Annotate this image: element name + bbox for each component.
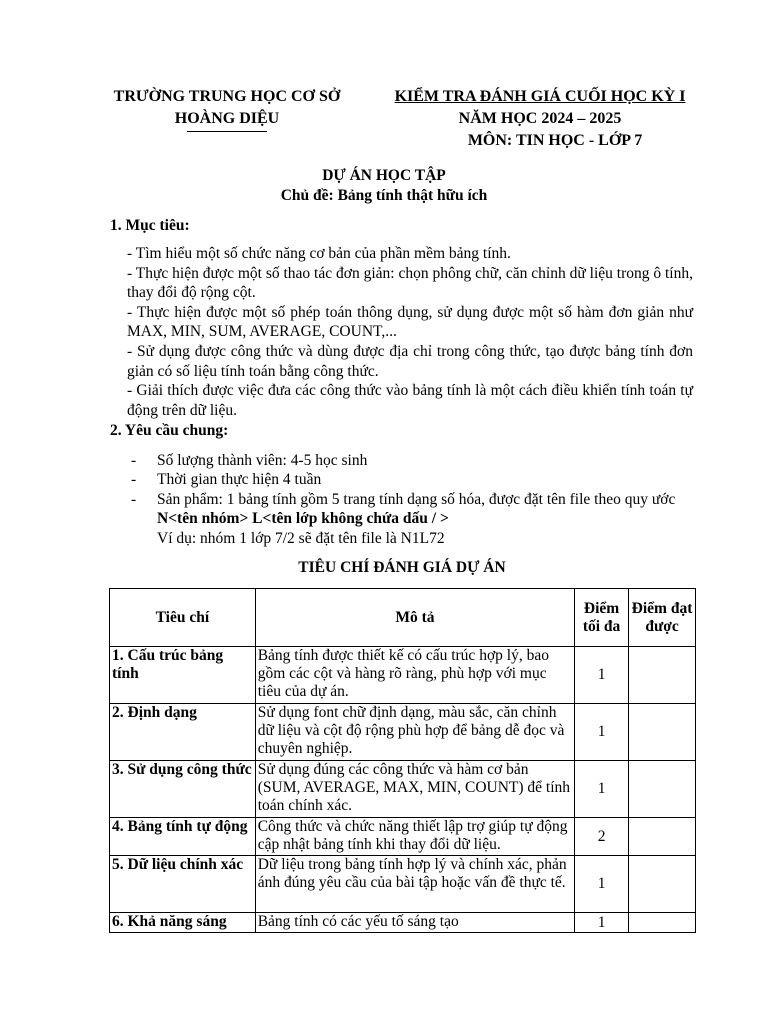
- requirement-example: Ví dụ: nhóm 1 lớp 7/2 sẽ đặt tên file là N1L72: [157, 529, 445, 547]
- description-cell: Công thức và chức năng thiết lập trợ giúp tự động cập nhật bảng tính khi thay đổi dữ liệu.: [255, 818, 574, 856]
- school-name-line2: HOÀNG DIỆU: [174, 110, 280, 127]
- criterion-cell: 1. Cấu trúc bảng tính: [110, 647, 256, 704]
- objective-item: - Thực hiện được một số thao tác đơn giản: chọn phông chữ, căn chỉnh dữ liệu trong ô tính, thay đổi độ rộng cột.: [127, 264, 693, 302]
- criteria-table: [109, 588, 696, 933]
- subject-line: MÔN: TIN HỌC - LỚP 7: [467, 132, 643, 149]
- description-cell: Bảng tính được thiết kế có cấu trúc hợp lý, bao gồm các cột và hàng rõ ràng, phù hợp với mục tiêu của dự án.: [255, 647, 574, 704]
- header-score: Điểm đạt được: [629, 589, 696, 647]
- header-max-score: Điểm tối đa: [575, 589, 629, 647]
- requirement-duration: Thời gian thực hiện 4 tuần: [157, 471, 322, 489]
- max-score-cell: 1: [575, 761, 629, 818]
- project-title: DỰ ÁN HỌC TẬP: [322, 167, 446, 184]
- objectives-list: [127, 244, 693, 420]
- requirement-item: - Số lượng thành viên: 4-5 học sinh: [131, 452, 368, 469]
- header-criterion: Tiêu chí: [110, 589, 256, 647]
- criteria-table-title: TIÊU CHÍ ĐÁNH GIÁ DỰ ÁN: [298, 559, 506, 576]
- school-name: [92, 86, 362, 132]
- criterion-cell: 4. Bảng tính tự động: [110, 818, 256, 856]
- score-cell: [629, 818, 696, 856]
- school-name-line1: TRƯỜNG TRUNG HỌC CƠ SỞ: [113, 88, 341, 105]
- project-topic: Chủ đề: Bảng tính thật hữu ích: [280, 187, 488, 204]
- objective-item: - Thực hiện được một số phép toán thông dụng, sử dụng được một số hàm đơn giản như MAX, MIN, SUM, AVERAGE, COUNT,...: [127, 303, 693, 341]
- table-row: [110, 647, 696, 704]
- objectives-heading: 1. Mục tiêu:: [110, 217, 190, 234]
- description-cell: Dữ liệu trong bảng tính hợp lý và chính xác, phản ánh đúng yêu cầu của bài tập hoặc vấn đề thực tế.: [255, 856, 574, 913]
- max-score-cell: 2: [575, 818, 629, 856]
- max-score-cell: 1: [575, 856, 629, 913]
- objective-item: - Sử dụng được công thức và dùng được địa chỉ trong công thức, tạo được bảng tính đơn giản có số liệu tính toán bằng công thức.: [127, 342, 693, 380]
- table-row: [110, 818, 696, 856]
- requirements-list: [127, 451, 697, 548]
- score-cell: [629, 647, 696, 704]
- exam-header: [372, 86, 708, 152]
- score-cell: [629, 913, 696, 933]
- max-score-cell: 1: [575, 704, 629, 761]
- criterion-cell: 3. Sử dụng công thức: [110, 761, 256, 818]
- description-cell: Bảng tính có các yếu tố sáng tạo: [255, 913, 574, 933]
- criteria-header-row: [110, 589, 696, 647]
- exam-title: KIỂM TRA ĐÁNH GIÁ CUỐI HỌC KỲ I: [394, 88, 686, 105]
- description-cell: Sử dụng font chữ định dạng, màu sắc, căn chỉnh dữ liệu và cột độ rộng phù hợp để bảng dễ đọc và chuyên nghiệp.: [255, 704, 574, 761]
- score-cell: [629, 761, 696, 818]
- max-score-cell: 1: [575, 913, 629, 933]
- requirement-item: - Thời gian thực hiện 4 tuần: [131, 471, 322, 489]
- requirement-members: Số lượng thành viên: 4-5 học sinh: [157, 452, 368, 469]
- requirement-product: Sản phẩm: 1 bảng tính gồm 5 trang tính dạng số hóa, được đặt tên file theo quy ước: [157, 490, 676, 508]
- criterion-cell: 6. Khả năng sáng: [110, 913, 256, 933]
- school-year: NĂM HỌC 2024 – 2025: [458, 110, 622, 127]
- header-description: Mô tả: [255, 589, 574, 647]
- table-row: [110, 856, 696, 913]
- requirement-file-format: N<tên nhóm> L<tên lớp không chứa dấu / >: [157, 510, 449, 528]
- score-cell: [629, 856, 696, 913]
- requirements-heading: 2. Yêu cầu chung:: [110, 422, 229, 439]
- score-cell: [629, 704, 696, 761]
- requirement-item: - Sản phẩm: 1 bảng tính gồm 5 trang tính dạng số hóa, được đặt tên file theo quy ước N<tên nhóm> L<tên lớp không chứa dấu / >: [131, 490, 676, 528]
- criterion-cell: 5. Dữ liệu chính xác: [110, 856, 256, 913]
- criterion-cell: 2. Định dạng: [110, 704, 256, 761]
- table-row: [110, 761, 696, 818]
- school-name-underline: [187, 131, 267, 132]
- description-cell: Sử dụng đúng các công thức và hàm cơ bản (SUM, AVERAGE, MAX, MIN, COUNT) để tính toán chính xác.: [255, 761, 574, 818]
- objective-item: - Tìm hiểu một số chức năng cơ bản của phần mềm bảng tính.: [127, 245, 511, 262]
- objective-item: - Giải thích được việc đưa các công thức vào bảng tính là một cách điều khiển tính toán tự động trên dữ liệu.: [127, 382, 693, 419]
- max-score-cell: 1: [575, 647, 629, 704]
- table-row: [110, 704, 696, 761]
- table-row: [110, 913, 696, 933]
